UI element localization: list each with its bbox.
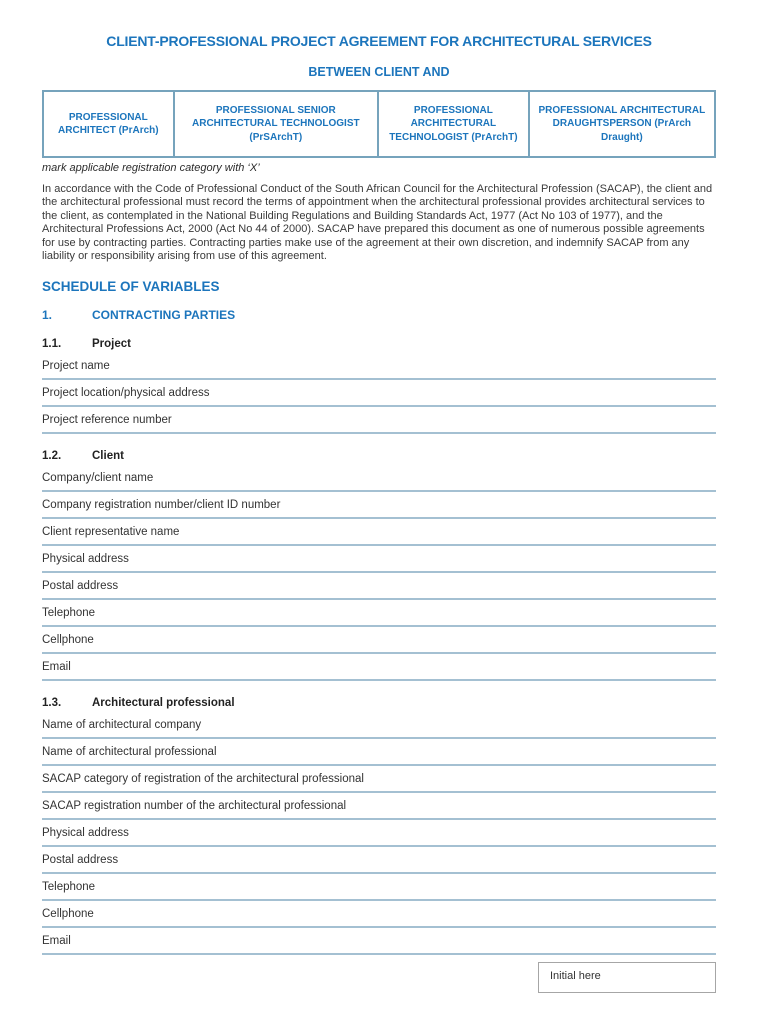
subsection-number: 1.3. <box>42 697 62 710</box>
field-row-client-cellphone[interactable] <box>42 627 716 654</box>
field-label: Company registration number/client ID number <box>42 499 281 512</box>
field-label: Project name <box>42 360 110 373</box>
subsection-title: Architectural professional <box>92 697 235 710</box>
field-row-company-client-name[interactable] <box>42 465 716 492</box>
initial-here-box[interactable] <box>538 962 716 993</box>
subsection-1-2-fields <box>42 465 716 681</box>
intro-paragraph: In accordance with the Code of Professional Conduct of the South African Council for the Architectural Profession (SACAP), the client and the architectural professional must record the terms of appointment when the architectural professional provides architectural services to the client, as contemplated in the National Building Regulations and Building Standards Act, 1977 (Act No 103 of 1977), and the Architectural Professions Act, 2000 (Act No 44 of 2000). SACAP have prepared this document as one of numerous possible agreements for use by contracting parties. Contracting parties make use of the agreement at their own discretion, and indemnify SACAP from any liability or responsibility arising from use of this agreement. <box>42 183 713 263</box>
field-row-client-physical-address[interactable] <box>42 546 716 573</box>
field-label: Telephone <box>42 607 96 620</box>
category-cell-architectural-draughtsperson[interactable] <box>530 92 714 156</box>
field-label: Name of architectural company <box>42 719 202 732</box>
section-title: CONTRACTING PARTIES <box>92 308 236 323</box>
field-label: SACAP registration number of the architectural professional <box>42 800 347 813</box>
field-label: Client representative name <box>42 526 180 539</box>
category-table-note: mark applicable registration category with ‘X’ <box>42 162 260 174</box>
field-row-client-email[interactable] <box>42 654 716 681</box>
field-row-sacap-registration-number[interactable] <box>42 793 716 820</box>
subsection-1-3-fields <box>42 712 716 955</box>
field-row-project-location[interactable] <box>42 380 716 407</box>
category-cell-architectural-technologist[interactable] <box>379 92 530 156</box>
field-label: Telephone <box>42 881 96 894</box>
field-row-professional-cellphone[interactable] <box>42 901 716 928</box>
field-label: Project reference number <box>42 414 172 427</box>
field-row-client-postal-address[interactable] <box>42 573 716 600</box>
field-label: Name of architectural professional <box>42 746 217 759</box>
field-row-professional-email[interactable] <box>42 928 716 955</box>
category-cell-label: PROFESSIONAL ARCHITECTURAL TECHNOLOGIST (PrArchT) <box>389 105 518 143</box>
document-subtitle: BETWEEN CLIENT AND <box>308 65 450 79</box>
subsection-title: Client <box>92 450 124 463</box>
field-label: Cellphone <box>42 634 94 647</box>
field-label: Physical address <box>42 827 129 840</box>
field-label: Email <box>42 935 71 948</box>
field-row-client-representative-name[interactable] <box>42 519 716 546</box>
field-row-professional-telephone[interactable] <box>42 874 716 901</box>
section-number: 1. <box>42 308 53 323</box>
field-label: Physical address <box>42 553 129 566</box>
category-cell-professional-architect[interactable] <box>44 92 175 156</box>
subsection-1-2-heading <box>42 450 716 463</box>
field-label: Project location/physical address <box>42 387 210 400</box>
registration-category-table <box>42 90 716 158</box>
category-cell-label: PROFESSIONAL ARCHITECTURAL DRAUGHTSPERSON (PrArch Draught) <box>538 105 706 143</box>
category-cell-senior-architectural-technologist[interactable] <box>175 92 379 156</box>
section-1-heading <box>42 308 716 322</box>
subsection-number: 1.2. <box>42 450 62 463</box>
field-row-professional-physical-address[interactable] <box>42 820 716 847</box>
field-row-client-telephone[interactable] <box>42 600 716 627</box>
field-label: Email <box>42 661 71 674</box>
subsection-number: 1.1. <box>42 338 62 351</box>
schedule-of-variables-heading: SCHEDULE OF VARIABLES <box>42 279 220 295</box>
field-row-company-registration-number[interactable] <box>42 492 716 519</box>
initial-here-label: Initial here <box>550 970 601 983</box>
document-title: CLIENT-PROFESSIONAL PROJECT AGREEMENT FOR ARCHITECTURAL SERVICES <box>106 33 652 49</box>
category-cell-label: PROFESSIONAL SENIOR ARCHITECTURAL TECHNOLOGIST (PrSArchT) <box>192 105 360 143</box>
subsection-1-1-heading <box>42 338 716 351</box>
field-row-professional-postal-address[interactable] <box>42 847 716 874</box>
field-label: Cellphone <box>42 908 94 921</box>
field-row-architectural-company-name[interactable] <box>42 712 716 739</box>
subsection-1-3-heading <box>42 697 716 710</box>
field-label: Postal address <box>42 580 119 593</box>
field-label: Postal address <box>42 854 119 867</box>
subsection-1-1-fields <box>42 353 716 434</box>
category-cell-label: PROFESSIONAL ARCHITECT (PrArch) <box>58 111 159 136</box>
field-label: SACAP category of registration of the architectural professional <box>42 773 364 786</box>
field-label: Company/client name <box>42 472 154 485</box>
field-row-project-reference-number[interactable] <box>42 407 716 434</box>
field-row-project-name[interactable] <box>42 353 716 380</box>
field-row-sacap-registration-category[interactable] <box>42 766 716 793</box>
subsection-title: Project <box>92 338 131 351</box>
field-row-architectural-professional-name[interactable] <box>42 739 716 766</box>
